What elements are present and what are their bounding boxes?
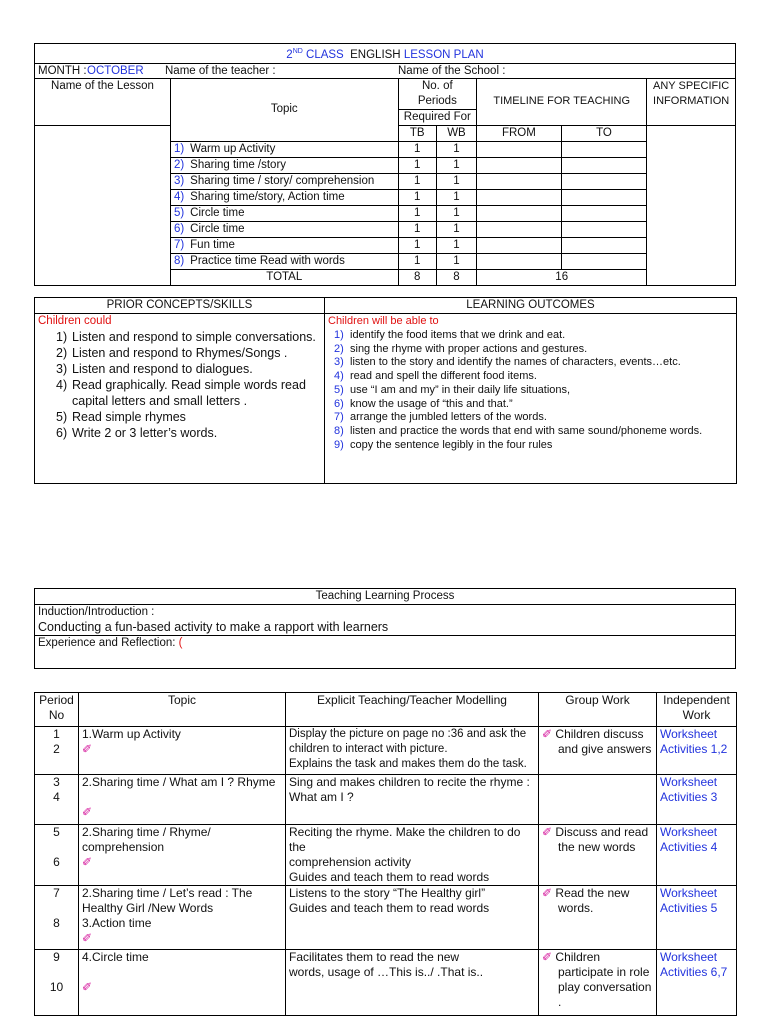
teaching-learning-process-table	[34, 588, 736, 669]
period-topic-cell: 2.Sharing time / Rhyme/ comprehension ✐	[79, 825, 286, 886]
to-cell	[561, 253, 647, 269]
period-no-cell: 9 10	[35, 950, 79, 1016]
specific-info-label: ANY SPECIFIC INFORMATION	[647, 78, 736, 125]
group-work-cell	[539, 775, 657, 825]
pencil-icon: ✐	[82, 742, 93, 756]
lesson-name-cell	[35, 125, 171, 285]
timeline-label: TIMELINE FOR TEACHING	[477, 78, 647, 125]
period-row	[35, 727, 737, 775]
wb-cell: 1	[436, 141, 476, 157]
prior-concepts-cell	[35, 314, 325, 484]
tb-cell: 1	[398, 141, 436, 157]
independent-work-cell: Worksheet Activities 6,7	[657, 950, 737, 1016]
pencil-icon: ✐	[82, 805, 93, 819]
period-no-cell: 3 4	[35, 775, 79, 825]
period-topic-cell: 2.Sharing time / What am I ? Rhyme ✐	[79, 775, 286, 825]
title-superscript: ND	[292, 48, 303, 55]
topic-cell: 4) Sharing time/story, Action time	[170, 189, 398, 205]
period-row	[35, 825, 737, 886]
pencil-icon: ✐	[542, 886, 553, 900]
to-cell	[561, 205, 647, 221]
from-cell	[477, 141, 562, 157]
prior-item: 4) Read graphically. Read simple words read	[56, 378, 306, 392]
independent-work-cell: Worksheet Activities 3	[657, 775, 737, 825]
wb-cell: 1	[436, 237, 476, 253]
prior-item: 6) Write 2 or 3 letter’s words.	[56, 426, 218, 440]
to-cell	[561, 189, 647, 205]
induction-text: Conducting a fun-based activity to make a rapport with learners	[38, 620, 389, 634]
experience-label: Experience and Reflection:	[38, 637, 179, 649]
outcome-item: 1) identify the food items that we drink and eat.	[334, 329, 566, 341]
period-no-cell: 5 6	[35, 825, 79, 886]
topic-cell: 2) Sharing time /story	[170, 157, 398, 173]
topic-cell: 6) Circle time	[170, 221, 398, 237]
lesson-name-label: Name of the Lesson	[35, 78, 171, 125]
outcome-item: 3) listen to the story and identify the names of characters, events…etc.	[334, 356, 681, 369]
independent-work-cell: Worksheet Activities 1,2	[657, 727, 737, 775]
lesson-plan-title	[35, 44, 736, 64]
prior-concepts-header: PRIOR CONCEPTS/SKILLS	[35, 298, 325, 314]
to-cell	[561, 173, 647, 189]
wb-cell: 1	[436, 189, 476, 205]
tb-cell: 1	[398, 205, 436, 221]
period-no-cell: 1 2	[35, 727, 79, 775]
period-row	[35, 950, 737, 1016]
induction-cell	[35, 605, 736, 636]
tlp-title: Teaching Learning Process	[35, 589, 736, 605]
month-label: MONTH :	[38, 64, 87, 77]
group-work-header: Group Work	[539, 693, 657, 727]
topic-cell: 5) Circle time	[170, 205, 398, 221]
experience-cell	[35, 636, 736, 669]
wb-label: WB	[436, 125, 476, 141]
period-row	[35, 775, 737, 825]
wb-cell: 1	[436, 221, 476, 237]
group-work-cell: ✐ Children discuss and give answers	[539, 727, 657, 775]
outcome-item: 9) copy the sentence legibly in the four rules	[334, 438, 553, 451]
tb-cell: 1	[398, 189, 436, 205]
tb-cell: 1	[398, 157, 436, 173]
topic-header: Topic	[79, 693, 286, 727]
tb-cell: 1	[398, 221, 436, 237]
period-topic-cell: 1.Warm up Activity ✐	[79, 727, 286, 775]
period-row	[35, 886, 737, 950]
lesson-plan-table	[34, 43, 736, 286]
from-cell	[477, 237, 562, 253]
month-value: OCTOBER	[87, 64, 144, 77]
from-cell	[477, 189, 562, 205]
pencil-icon: ✐	[542, 825, 553, 839]
period-topic-cell: 4.Circle time ✐	[79, 950, 286, 1016]
explicit-cell: Display the picture on page no :36 and ask the children to interact with picture. Explains the task and makes them do the task.	[286, 727, 539, 775]
period-no-cell: 7 8	[35, 886, 79, 950]
topic-cell: 8) Practice time Read with words	[170, 253, 398, 269]
learning-outcomes-cell	[325, 314, 737, 484]
title-plan: LESSON PLAN	[403, 48, 484, 61]
period-no-header: Period No	[35, 693, 79, 727]
prior-item: 5) Read simple rhymes	[56, 410, 186, 424]
wb-cell: 1	[436, 173, 476, 189]
periods-label-2: Required For	[398, 109, 477, 125]
experience-paren: (	[178, 637, 183, 649]
prior-item: 2) Listen and respond to Rhymes/Songs .	[56, 346, 288, 360]
independent-work-cell: Worksheet Activities 5	[657, 886, 737, 950]
teacher-label: Name of the teacher :	[165, 64, 276, 77]
wb-cell: 1	[436, 157, 476, 173]
pencil-icon: ✐	[542, 950, 553, 964]
concepts-outcomes-table	[34, 297, 737, 484]
outcome-item: 5) use “I am and my” in their daily life situations,	[334, 383, 571, 396]
prior-item: 1) Listen and respond to simple conversations.	[56, 330, 316, 344]
to-cell	[561, 237, 647, 253]
period-topic-cell: 2.Sharing time / Let’s read : The Healthy Girl /New Words 3.Action time ✐	[79, 886, 286, 950]
tb-cell: 1	[398, 253, 436, 269]
total-label: TOTAL	[170, 269, 398, 285]
outcome-item: 8) listen and practice the words that end with same sound/phoneme words.	[334, 424, 703, 437]
group-work-cell: ✐ Children participate in role play conversation .	[539, 950, 657, 1016]
to-cell	[561, 221, 647, 237]
tb-label: TB	[398, 125, 436, 141]
tb-cell: 1	[398, 173, 436, 189]
explicit-teaching-header: Explicit Teaching/Teacher Modelling	[286, 693, 539, 727]
wb-cell: 1	[436, 205, 476, 221]
learning-outcomes-header: LEARNING OUTCOMES	[325, 298, 737, 314]
total-wb: 8	[436, 269, 476, 285]
title-subject: ENGLISH	[343, 48, 404, 61]
outcomes-intro: Children will be able to	[328, 315, 439, 327]
pencil-icon: ✐	[82, 931, 93, 945]
from-cell	[477, 157, 562, 173]
title-ordinal: 2	[286, 48, 293, 61]
total-tb: 8	[398, 269, 436, 285]
prior-intro: Children could	[38, 315, 112, 327]
from-label: FROM	[477, 125, 562, 141]
from-cell	[477, 173, 562, 189]
topic-label: Topic	[170, 78, 398, 141]
outcome-item: 4) read and spell the different food items.	[334, 370, 537, 383]
from-cell	[477, 253, 562, 269]
to-cell	[561, 141, 647, 157]
outcome-item: 2) sing the rhyme with proper actions and gestures.	[334, 342, 588, 355]
group-work-cell: ✐ Read the new words.	[539, 886, 657, 950]
independent-work-cell: Worksheet Activities 4	[657, 825, 737, 886]
explicit-cell: Sing and makes children to recite the rhyme : What am I ?	[286, 775, 539, 825]
period-plan-table	[34, 692, 737, 1016]
topic-cell: 3) Sharing time / story/ comprehension	[170, 173, 398, 189]
pencil-icon: ✐	[542, 727, 553, 741]
explicit-cell: Reciting the rhyme. Make the children to do the comprehension activity Guides and teach them to read words	[286, 825, 539, 886]
induction-label: Induction/Introduction :	[38, 606, 155, 618]
tb-cell: 1	[398, 237, 436, 253]
topic-cell: 7) Fun time	[170, 237, 398, 253]
pencil-icon: ✐	[82, 980, 93, 994]
total-timeline: 16	[477, 269, 647, 285]
independent-work-header: Independent Work	[657, 693, 737, 727]
wb-cell: 1	[436, 253, 476, 269]
explicit-cell: Listens to the story “The Healthy girl” Guides and teach them to read words	[286, 886, 539, 950]
outcome-item: 7) arrange the jumbled letters of the words.	[334, 411, 547, 424]
group-work-cell: ✐ Discuss and read the new words	[539, 825, 657, 886]
topic-cell: 1) Warm up Activity	[170, 141, 398, 157]
outcome-item: 6) know the usage of “this and that.”	[334, 397, 513, 410]
school-label: Name of the School :	[398, 64, 506, 77]
specific-info-cell	[647, 125, 736, 285]
from-cell	[477, 221, 562, 237]
from-cell	[477, 205, 562, 221]
prior-item: 3) Listen and respond to dialogues.	[56, 362, 253, 376]
prior-item-continuation: capital letters and small letters .	[72, 394, 248, 408]
periods-label: No. of Periods	[398, 78, 477, 109]
to-label: TO	[561, 125, 647, 141]
explicit-cell: Facilitates them to read the new words, usage of …This is../ .That is..	[286, 950, 539, 1016]
pencil-icon: ✐	[82, 855, 93, 869]
title-class: CLASS	[302, 48, 344, 61]
to-cell	[561, 157, 647, 173]
